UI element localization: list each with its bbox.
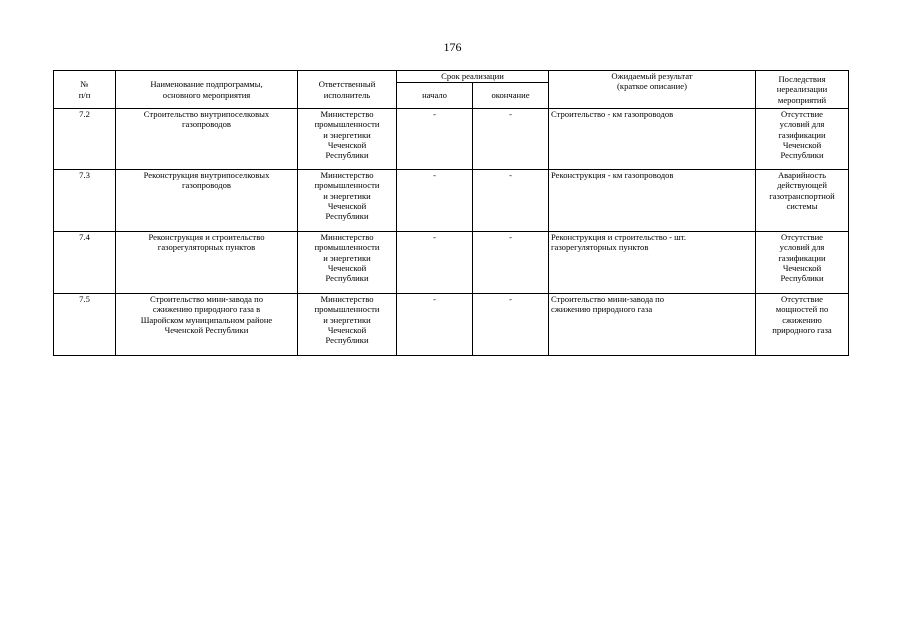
row-consequences: Отсутствие мощностей по сжижению природного газа <box>756 294 849 356</box>
header-end: окончание <box>473 83 549 109</box>
header-consequences: Последствия нереализации мероприятий <box>756 71 849 109</box>
row-num: 7.5 <box>54 294 116 356</box>
table-row <box>54 170 849 232</box>
row-responsible: Министерство промышленности и энергетики Чеченской Республики <box>298 109 397 170</box>
program-table <box>53 70 849 356</box>
row-consequences: Отсутствие условий для газификации Чеченской Республики <box>756 232 849 294</box>
row-responsible: Министерство промышленности и энергетики Чеченской Республики <box>298 170 397 232</box>
page-number: 176 <box>443 40 462 54</box>
header-result: Ожидаемый результат (краткое описание) <box>549 71 756 109</box>
row-end: - <box>473 109 549 170</box>
row-consequences: Отсутствие условий для газификации Чеченской Республики <box>756 109 849 170</box>
row-start: - <box>397 170 473 232</box>
table-row <box>54 232 849 294</box>
row-name: Реконструкция внутрипоселковых газопроводов <box>116 170 298 232</box>
row-name: Строительство мини-завода по сжижению природного газа в Шаройском муниципальном районе Чеченской Республики <box>116 294 298 356</box>
row-num: 7.4 <box>54 232 116 294</box>
row-start: - <box>397 109 473 170</box>
row-result: Реконструкция - км газопроводов <box>549 170 756 232</box>
row-end: - <box>473 294 549 356</box>
row-responsible: Министерство промышленности и энергетики Чеченской Республики <box>298 232 397 294</box>
row-num: 7.3 <box>54 170 116 232</box>
row-end: - <box>473 232 549 294</box>
row-name: Строительство внутрипоселковых газопроводов <box>116 109 298 170</box>
row-start: - <box>397 294 473 356</box>
row-name: Реконструкция и строительство газорегуляторных пунктов <box>116 232 298 294</box>
table-row <box>54 109 849 170</box>
row-result: Строительство мини-завода по сжижению природного газа <box>549 294 756 356</box>
row-result: Реконструкция и строительство - шт. газорегуляторных пунктов <box>549 232 756 294</box>
row-start: - <box>397 232 473 294</box>
header-period: Срок реализации <box>397 71 549 83</box>
row-consequences: Аварийность действующей газотранспортной системы <box>756 170 849 232</box>
row-responsible: Министерство промышленности и энергетики Чеченской Республики <box>298 294 397 356</box>
header-num: № п/п <box>54 71 116 109</box>
row-result: Строительство - км газопроводов <box>549 109 756 170</box>
row-num: 7.2 <box>54 109 116 170</box>
table-row <box>54 294 849 356</box>
header-responsible: Ответственный исполнитель <box>298 71 397 109</box>
header-start: начало <box>397 83 473 109</box>
header-name: Наименование подпрограммы, основного мероприятия <box>116 71 298 109</box>
row-end: - <box>473 170 549 232</box>
